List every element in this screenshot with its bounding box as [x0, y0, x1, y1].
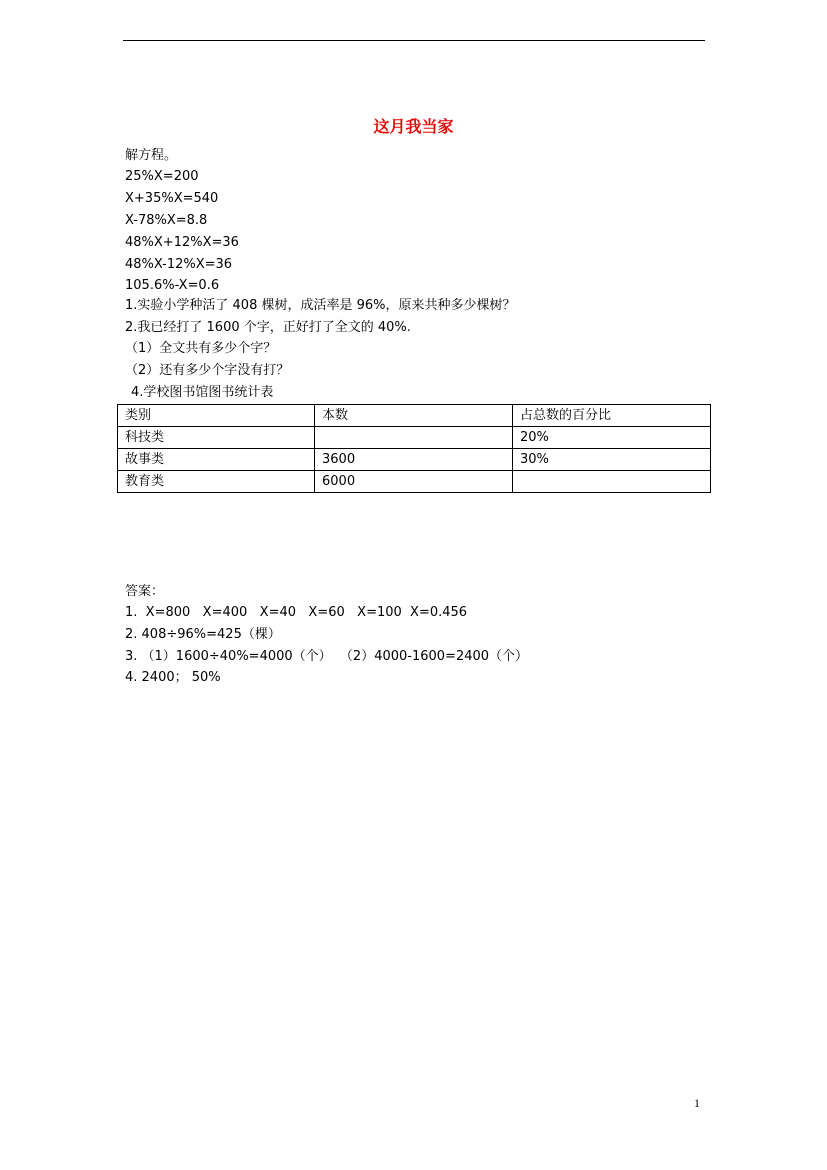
table-header-row	[118, 405, 711, 427]
table-cell	[513, 471, 711, 493]
answer-2: 2. 408÷96%=425（棵）	[125, 627, 281, 642]
header-rule	[123, 40, 705, 41]
equation-6: 105.6%-X=0.6	[125, 278, 220, 293]
equation-2: X+35%X=540	[125, 191, 219, 206]
table-header-cell: 类别	[118, 405, 315, 427]
equation-3: X-78%X=8.8	[125, 213, 208, 228]
table-header-cell: 占总数的百分比	[513, 405, 711, 427]
page-title: 这月我当家	[373, 117, 454, 136]
answer-3: 3. （1）1600÷40%=4000（个） （2）4000-1600=2400（个）	[125, 649, 529, 664]
problem-2b: （2）还有多少个字没有打？	[125, 363, 290, 378]
equation-1: 25%X=200	[125, 169, 199, 184]
page-number: 1	[694, 1096, 700, 1110]
table-cell: 教育类	[118, 471, 315, 493]
answers-heading: 答案：	[125, 584, 165, 599]
table-header-cell: 本数	[315, 405, 513, 427]
answer-1: 1. X=800 X=400 X=40 X=60 X=100 X=0.456	[125, 605, 468, 620]
library-stats-table	[117, 404, 711, 493]
table-cell: 3600	[315, 449, 513, 471]
table-cell: 6000	[315, 471, 513, 493]
table-cell	[315, 427, 513, 449]
answer-4: 4. 2400； 50%	[125, 670, 221, 685]
table-row	[118, 449, 711, 471]
equations-heading: 解方程。	[125, 148, 178, 163]
problem-4-heading: 4.学校图书馆图书统计表	[131, 385, 274, 400]
equation-4: 48%X+12%X=36	[125, 235, 239, 250]
problem-2: 2.我已经打了 1600 个字，正好打了全文的 40%.	[125, 320, 411, 335]
table-cell: 科技类	[118, 427, 315, 449]
table-cell: 20%	[513, 427, 711, 449]
table-row	[118, 471, 711, 493]
problem-2a: （1）全文共有多少个字？	[125, 341, 277, 356]
table-row	[118, 427, 711, 449]
table-cell: 故事类	[118, 449, 315, 471]
problem-1: 1.实验小学种活了 408 棵树，成活率是 96%，原来共种多少棵树？	[125, 298, 516, 313]
table-cell: 30%	[513, 449, 711, 471]
equation-5: 48%X-12%X=36	[125, 257, 233, 272]
